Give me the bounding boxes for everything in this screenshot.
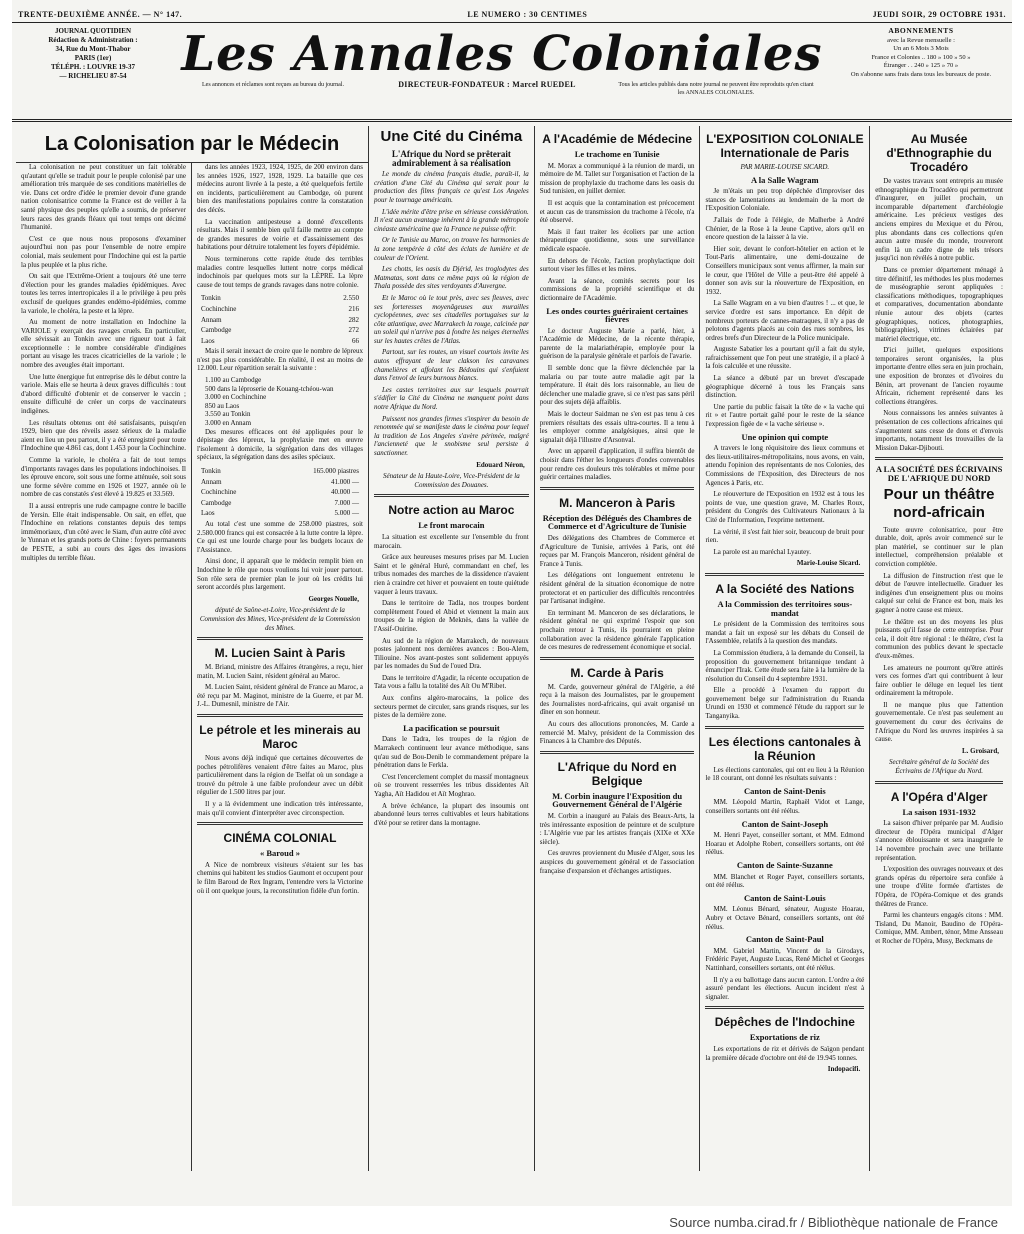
paragraph: La Commission étudiera, à la demande du Conseil, la proposition du gouvernement britannique tendant à émanciper l'Irak. Cette étude sera faite à la lumière de la résolution du Conseil du 4 septembre 1931. (705, 648, 865, 683)
source-credit: Source numba.cirad.fr / Bibliothèque nationale de France (669, 1215, 998, 1230)
paragraph: Le réouverture de l'Exposition en 1932 est à tous les points de vue, une question grave, M. Charles Roux, président du Congrès des Cultivateurs Nationaux à la Cité de l'Information, l'exprime nettement. (705, 490, 865, 524)
subscriptions-line: avec la Revue mensuelle : (887, 36, 955, 44)
article-subtitle: La pacification se poursuit (403, 722, 500, 733)
paragraph: M. Corbin a inauguré au Palais des Beaux-Arts, la très intéressante exposition de peinture et de sculpture : L'Algérie vue par les artistes français (XIXe et XXe siècle). (539, 812, 695, 846)
paragraph: M. Carde, gouverneur général de l'Algérie, a été reçu à la maison des Journalistes, par le groupement des Journalistes nord-africains, qui avait organisé un dîner en son honneur. (539, 682, 695, 717)
table-cell: Cochinchine (201, 488, 237, 497)
signature-title: Secrétaire général de la Société des Écrivains de l'Afrique du Nord. (888, 758, 990, 776)
paragraph: Le monde du cinéma français étudie, paraît-il, la création d'une Cité du Cinéma qui serait pour la production des films français ce qu'est Los Angeles pour le tournage américain. (374, 170, 529, 204)
table-cell: 41.000 — (331, 477, 359, 486)
column-5 (700, 126, 870, 1171)
column-6 (870, 126, 1008, 1171)
article-subtitle: Le trachome en Tunisie (574, 149, 660, 159)
masthead-contact (18, 27, 168, 81)
divider (705, 726, 864, 729)
paragraph: Or le Tunisie au Maroc, on trouve les harmonies de la zone tempérée à côté des éclats de lumière et de couleur de l'Orient. (374, 236, 529, 262)
masthead-subline (168, 81, 836, 97)
article-subtitle: Canton de Saint-Joseph (741, 818, 829, 829)
paragraph: La vaccination antipesteuse a donné d'excellents résultats. Mais il semble bien qu'il faille mettre au compte de grandes mesures de voirie et d'assainissement des habitations pour détruire totalement les foyers d'épidémie. (197, 217, 363, 252)
paragraph: Dans ce premier département ménagé à titre définitif, les méthodes les plus modernes de muséographie seront appliquées : classifications méthodiques, topographiques et comparatives, documentation abondante réunie autour des objets (cartes géographiques, notices, photographies, bibliographies), vitrines éclairées par matériel électrique, etc. (875, 265, 1003, 343)
paragraph: Il est acquis que la contamination est précocement et aucun cas de transmission du trachome à l'école, n'a été observé. (539, 198, 695, 225)
table-row (199, 499, 361, 508)
paragraph: Au moment de notre installation en Indochine la VARIOLE y exerçait des ravages cruels. En particulier, elle sévissait au Tonkin avec une rigueur tout à fait exceptionnelle : le nombre considérable d'indigènes portant au visage les traces cicatricielles de la variole ; le nombre des aveugles était important. (21, 318, 186, 370)
article-subtitle: Canton de Saint-Paul (745, 934, 824, 945)
table-cell: Annam (201, 315, 222, 324)
divider (540, 751, 695, 754)
paragraph: MM. Léopold Martin, Raphaël Vidot et Lange, conseillers sortants ont été réélus. (705, 798, 865, 816)
article-subtitle: La saison 1931-1932 (902, 806, 976, 817)
list-item: 850 au Laos (205, 401, 240, 410)
table-cell: 40.000 — (331, 488, 359, 497)
article-subtitle: Canton de Saint-Louis (743, 892, 826, 903)
table-cell: 66 (352, 336, 359, 345)
divider (540, 657, 695, 660)
paragraph: Je m'étais un peu trop dépêchée d'improviser des stances de lamentations au lendemain de la mort de l'Exposition Coloniale. (705, 187, 865, 213)
divider (540, 487, 695, 490)
subscriptions-line: Un an 6 Mois 3 Mois (893, 45, 949, 52)
column-1 (16, 163, 192, 1171)
ads-note: Les annonces et réclames sont reçues au bureau du journal. (202, 82, 344, 88)
table-row (199, 305, 361, 314)
paragraph: Les exportations de riz et dérivés de Saïgon pendant la première décade d'octobre ont été de 19.945 tonnes. (705, 1044, 865, 1062)
top-info-line (12, 10, 1012, 23)
paragraph: De vastes travaux sont entrepris au musée ethnographique du Trocadéro qui permettront d'inaugurer, en juillet prochain, un incomparable département d'archéologie américaine. Les précieux vestiges des anciens empires du Mexique et du Pérou, plus abondants dans ces collections qu'en aucun autre musée du monde, trouveront enfin là un cadre digne de tels trésors jusqu'ici non révélés à notre public. (875, 177, 1003, 263)
paragraph: C'est ce que nous nous proposons d'examiner aujourd'hui non pas pour l'ensemble de notre empire colonial, mais seulement pour l'Indochine qui est la partie la plus peuplée et la plus riche. (21, 234, 186, 269)
paragraph: La parole est au maréchal Lyautey. (713, 547, 811, 556)
article-subtitle: L'Afrique du Nord se prêterait admirablement à sa réalisation (391, 149, 511, 168)
paragraph: La colonisation ne peut constituer un fait tolérable qu'autant qu'elle se traduit pour le peuple colonisé par une amélioration très marquée de ses conditions matérielles de vie. Dans cet ordre d'idée le premier devoir d'une grande nation colonisatrice comme la France est de veiller à la santé physique des peuples qu'elle a soumis, de préserver leurs races des grands fléaux qui tout temps ont décimé l'humanité. (21, 163, 186, 232)
distribution-list (197, 376, 363, 428)
article-title: M. Carde à Paris (570, 665, 664, 680)
paragraph: Ces œuvres proviennent du Musée d'Alger, sous les auspices du gouvernement général et de l'association française d'expansion et d'échanges artistiques. (539, 849, 695, 875)
paragraph: Auguste Sabatier les a pourtant qu'il a fait du style, rafraichissement que l'on peut une stratégie, il a placé à la fois calculée et une réussite. (705, 345, 865, 371)
article-title: Pour un théâtre nord-africain (883, 485, 995, 521)
paragraph: Avec un appareil d'application, il suffira bientôt de choisir dans l'éther les longueurs d'ondes convenables pour rendre ces douleurs très tolérables et même pour guérir certaines maladies. (539, 447, 695, 482)
paragraph: Mais il faut traiter les écoliers par une action thérapeutique quotidienne, sous une surveillance médicale espacée. (539, 227, 695, 253)
table-row (199, 326, 361, 335)
paragraph: La saison d'hiver préparée par M. Audisio directeur de l'Opéra municipal d'Alger s'annonce éblouissante et sera inaugurée le 14 novembre prochain avec une brillante représentation. (875, 819, 1003, 862)
paragraph: M. Briand, ministre des Affaires étrangères, a reçu, hier matin, M. Lucien Saint, résident général au Maroc. (197, 663, 363, 680)
article-subtitle: Le front marocain (418, 520, 485, 531)
paragraph: Les amateurs ne pourront qu'être attirés vers ces formes d'art qui contribuent à leur faire oublier le déluge en lequel les tient ordinairement la métropole. (875, 663, 1003, 698)
paragraph: Ainsi donc, il apparaît que le médecin remplit bien en Indochine le rôle que nous voulions lui voir jouer partout. Son rôle sera de premier plan le jour où les crédits lui seront accordés plus largement. (197, 557, 363, 592)
paragraph: Les élections cantonales, qui ont eu lieu à la Réunion le 18 courant, ont donné les résultats suivants : (705, 765, 865, 783)
table-cell: 165.000 piastres (313, 467, 359, 475)
table-row (199, 294, 361, 303)
article-title: A l'Académie de Médecine (542, 132, 692, 146)
divider (875, 457, 1003, 460)
paragraph: M. Lucien Saint, résident général de France au Maroc, a été reçu par M. Maginot, ministre de la Guerre, et par M. J.-L. Dumesnil, ministre de l'Air. (197, 683, 363, 709)
director: DIRECTEUR-FONDATEUR : Marcel RUEDEL (398, 80, 576, 89)
article-title: Le pétrole et les minerais au Maroc (199, 723, 361, 752)
table-cell: 282 (348, 315, 359, 324)
article-subtitle: Les ondes courtes guériraient certaines fièvres (546, 305, 688, 325)
paragraph: Au cours des allocutions prononcées, M. Carde a remercié M. Malvy, président de la Commission des Finances à la Chambre des Députés. (539, 720, 695, 746)
subscriptions-line: On s'abonne sans frais dans tous les bureaux de poste. (850, 70, 992, 78)
paragraph: Partout, sur les routes, un visuel courtois invite les autos effrayant de leur clakson les caravanes chamelières et affolant les Bédouins qui s'enfuient dans l'envol de leurs burnous blancs. (374, 348, 529, 383)
paragraph: Dans le territoire de Tadla, nos troupes bordent complètement l'oued el Abid et viennent la main aux troupes de la région de Meknès, dans la vallée de l'Assif-Ouirine. (374, 599, 529, 633)
signature: Marie-Louise Sicard. (796, 559, 861, 568)
article-kicker: A LA SOCIÉTÉ DES ÉCRIVAINS DE L'AFRIQUE DU NORD (875, 464, 1003, 483)
paragraph: Elle a procédé à l'examen du rapport du gouvernement belge sur l'administration du Ruanda Urundi en 1930 et commencé l'étude du rapport sur le Tanganyika. (705, 686, 865, 721)
paragraph: Les castes territoires aux sur lesquels pourrait s'édifier la Cité du Cinéma ne manquent point dans notre Afrique du Nord. (374, 385, 529, 412)
paragraph: Nous terminerons cette rapide étude des terribles maladies contre lesquelles luttent notre corps médical indochinois par quelques mots sur la LÈPRE. La lèpre cause de tout temps de grands ravages dans notre colonie. (197, 254, 363, 289)
byline: PAR MARIE-LOUISE SICARD. (740, 163, 830, 171)
paragraph: La vérité, il s'est fait hier soir, beaucoup de bruit pour rien. (705, 527, 865, 545)
paragraph: Dans le territoire d'Agadir, la récente occupation de Tata vous a fallu la totalité des Aït Ou M'Ribet. (374, 673, 529, 691)
subscriptions-line: France et Colonies .. 180 » 100 » 50 » (871, 53, 971, 61)
paragraph: Des délégations des Chambres de Commerce et d'Agriculture de Tunisie, arrivées à Paris, ont été reçues par M. François Manceron, résident général de France à Tunis. (539, 533, 695, 568)
paragraph: Au total c'est une somme de 258.000 piastres, soit 2.580.000 francs qui est consacrée à la lutte contre la lèpre. Ce qui est une lourde charge pour les budgets locaux de l'Assistance. (197, 519, 363, 554)
paragraph: Dans le Tadra, les troupes de la région de Marrakech continuent leur avance méthodique, sans qu'au sud de Bou-Denib le commandement prépare la pénétration dans le Ferkla. (374, 735, 529, 770)
article-title: A la Société des Nations (715, 581, 855, 596)
list-item: 3.000 en Cochinchine (205, 393, 267, 402)
table-cell: 7.000 — (334, 498, 359, 507)
issue-date: JEUDI SOIR, 29 OCTOBRE 1931. (872, 10, 1006, 19)
paragraph: Il semble donc que la fièvre déclenchée par la malaria ou par toute autre maladie agit par la température. Il était dès lors raisonnable, au lieu de déclencher une maladie grave, si ce n'est pas sans péril pour des sujets déjà affaiblis. (539, 364, 695, 407)
paragraph: MM. Gabriel Martin, Vincent de la Girodays, Frédéric Payet, Auguste Lucas, René Michel et Georges Nattinhard, conseillers sortants, ont été réélus. (705, 946, 865, 972)
signature-title: Sénateur de la Haute-Loire, Vice-Président de la Commission des Douanes. (383, 472, 520, 489)
paragraph: Les délégations ont longuement entretenu le résident général de la situation économique de notre protectorat et en particulier des difficultés rencontrées par l'artisanat indigène. (539, 571, 695, 606)
contact-line: TÉLÉPH. : LOUVRE 19-37 (50, 63, 135, 71)
table-cell: Cochinchine (201, 304, 237, 313)
table-row (199, 478, 361, 487)
table-cell: 272 (348, 326, 359, 335)
table-cell: Cambodge (201, 326, 232, 335)
article-title: Une Cité du Cinéma (380, 128, 523, 145)
paragraph: Puissent nos grandes firmes s'inspirer du besoin de renommée qui se manifeste dans le cinéma pour lequel la tradition de Los Angeles s'avère périmée, malgré l'ancienneté que le snobisme seul persiste à sanctionner. (374, 414, 529, 457)
paragraph: La séance a débuté par un brevet d'escapade géographique décerné à tous les Français sans distinction. (705, 374, 865, 400)
paragraph: MM. Léonus Bénard, sénateur, Auguste Hoarau, Aubry et Octave Bénard, conseillers sortants, ont été réélus. (705, 905, 865, 931)
paragraph: La diffusion de l'instruction n'est que le début de l'œuvre intellectuelle. Graduer les indigènes d'un enseignement plus ou moins calqué sur celui de France est bon, mais les gagner à notre cause est mieux. (875, 571, 1003, 614)
paragraph: D'ici juillet, quelques expositions temporaires seront organisées, la plus importante d'entre elles sera en juin prochain, une exposition de bronzes et d'ivoires du Bénin, art provenant de l'ancien royaume Africain, richement représenté dans les collections étrangères. (875, 346, 1003, 406)
table-cell: Tonkin (201, 467, 221, 475)
paragraph: A Nice de nombreux visiteurs s'étaient sur les bas chemins qui habitent les studios Gaumont et occupent pour le film Baroud de Rex Ingram, l'entendre vers la Victorine où il ont quelque jours, la reconstitution fidèle d'un fortin. (197, 860, 363, 895)
paragraph: C'est l'encerclement complet du massif montagneux où se trouvent resserrées les tribus dissidentes Aït Yagha, Aït Hadidou et Aït Moghrao. (374, 772, 529, 798)
newspaper-page (12, 0, 1012, 1230)
signature: Indopacifi. (827, 1065, 861, 1074)
paragraph: Une lutte énergique fut entreprise dès le début contre la variole. Mais elle se heurta à deux graves difficultés : tout d'abord difficulté d'obtenir et de conserver le vaccin ; ensuite difficulté de créer un corps de vaccinateurs indigènes. (21, 372, 186, 416)
paragraph: A travers le long réquisitoire des lieux communs et des lieux-utilitaires-métropolitains, nous avons, en vain, attendu l'opinion des représentants de nos Colonies, des Commissions de l'Exposition, des Directeurs de nos Agences à Paris, etc. (705, 444, 865, 487)
columns (12, 122, 1012, 1171)
paragraph: Le président de la Commission des territoires sous mandat a fait un exposé sur les débats du Conseil de l'Assemblée, relatifs à la question des mandats. (705, 620, 865, 646)
paragraph: M. Henri Payet, conseiller sortant, et MM. Edmond Hoarau et Adolphe Robert, conseillers sortants, ont été réélus. (705, 831, 865, 857)
table-row (199, 467, 361, 476)
paragraph: Au sud de la région de Marrakech, de nouveaux postes jalonnent nos dernières avances : Bou-Alem, Tiliouine. Nos avant-postes sont solidement appuyés par les nomades du Sud de l'oued Dra. (374, 636, 529, 671)
divider (197, 714, 363, 717)
paragraph: Des mesures efficaces ont été appliquées pour le dépistage des lépreux, la prophylaxie met en œuvre l'isolement à domicile, la ségrégation dans des villages spéciaux, la ségrégation dans des asiles spéciaux. (197, 427, 363, 462)
paragraph: Mais le docteur Saidman ne s'en est pas tenu à ces premiers résultats des essais ultra-courtes. Il a tenu à les employer comme analgésiques, ainsi que le signalait déjà l'illustre d'Arsonval. (539, 410, 695, 444)
paragraph: La Salle Wagram en a vu bien d'autres ! ... et que, le service d'ordre est sans importance. En dépit de nombreux porteurs de cannes-matraques, il n'y a pas de pelotons d'agents placés au coin des rues sombres, les ordres brefs d'un Directeur de la Police municipale. (705, 299, 865, 342)
paragraph: Il n'y a eu ballottage dans aucun canton. L'ordre a été assuré pendant les élections. Aucun incident n'est à signaler. (705, 975, 865, 1001)
article-subtitle: A la Salle Wagram (751, 174, 819, 185)
paragraph: Hier soir, devant le confort-hôtelier en action et le Tout-Paris alimentaire, une demi-douzaine de Conseillers municipaux sont venus affirmer, la main sur le cœur, que l'Hôtel de Ville a peut-être été appelé à donner son avis sur la réouverture de l'Exposition, en 1932. (705, 244, 865, 296)
divider (374, 494, 529, 497)
table-row (199, 337, 361, 346)
paragraph: Nous connaissons les années suivantes à présentation de ces collections africaines qui s'augmentent sans cesse de dons et d'envois importants, notamment les trouvailles de la Mission Dakar-Djibouti. (875, 409, 1003, 452)
subscriptions-title: ABONNEMENTS (888, 26, 954, 35)
paragraph: MM. Blanchet et Roger Payet, conseillers sortants, ont été réélus. (705, 872, 865, 890)
table-cell: 2.550 (343, 294, 359, 303)
paragraph: Avant la séance, comités secrets pour les commissions de la propriété scientifique et du dictionnaire de l'Académie. (539, 276, 695, 302)
paragraph: J'allais de l'ode à l'élégie, de Malherbe à André Chénier, de la Rose à la Jeune Captive, alors qu'il en encore question de la laisser à la vie. (705, 215, 865, 242)
paragraph: Parmi les chanteurs engagés citons : MM. Tisland, Du Manoir, Baudino de l'Opéra-Comique, MM. Ambert, ténor, Mme Ansseau et Rocher de l'Opéra, Musy, Beckmans de (875, 911, 1003, 945)
list-item: 500 dans la léproserie de Kouang-tchéou-wan (205, 384, 334, 393)
article-subtitle: « Baroud » (260, 848, 300, 859)
divider (197, 822, 363, 825)
table-row (199, 316, 361, 325)
contact-line: JOURNAL QUOTIDIEN (54, 27, 132, 35)
divider (705, 1006, 864, 1009)
newspaper-title: Les Annales Coloniales (181, 26, 823, 82)
paragraph: On sait que l'Extrême-Orient a toujours été une terre d'élection pour les grandes maladies épidémiques. Avec toutes les terres intertropicales il a le privilège à peu près exclusif de quelques grandes endémo-épidémies, comme la variole, le choléra, la peste et la lèpre. (21, 272, 186, 315)
signature-title: député de Saône-et-Loire, Vice-président de la Commission des Mines, Vice-président de la Commission des Mines. (199, 606, 361, 632)
masthead (12, 23, 1012, 122)
paragraph: En terminant M. Manceron de ses déclarations, le résident général ne qui exprimé l'espoir que son prochain retour à Tunis, ils pourraient en pleine collaboration avec la résidence générale l'application de ces mesures de redressement économique et social. (539, 608, 695, 652)
paragraph: Grâce aux heureuses mesures prises par M. Lucien Saint et le général Huré, commandant en chef, les tribus nomades des marches de la dissidence n'avaient rien à craindre cet hiver et pouvaient en toute quiétude vaquer à leurs travaux. (374, 553, 529, 596)
paragraph: Mais il serait inexact de croire que le nombre de lépreux n'est pas plus considérable. En réalité, il est au moins de 12.000. Leur répartition serait la suivante : (197, 347, 363, 373)
contact-line: 34, Rue du Mont-Thabor (55, 45, 131, 53)
paragraph: Le docteur Auguste Marie a parlé, hier, à l'Académie de Médecine, de la récente thérapie, parente de la malariathérapie, employée pour la guérison de la paralysie générale et parfois de l'avarie. (539, 326, 695, 361)
paragraph: L'idée mérite d'être prise en sérieuse considération. Il n'est aucun avantage inhérent à la grande métropole cinéaste américaine que la France ne puisse offrir. (374, 207, 529, 233)
masthead-center (168, 27, 836, 97)
article-subtitle: Une opinion qui compte (741, 431, 829, 442)
paragraph: Une partie du public faisait la tête de « la vache qui rit » et l'autre portait gaîté pour le reste de la séance l'expression figée de « la vache sérieuse ». (705, 402, 865, 429)
paragraph: dans les années 1923, 1924, 1925, de 200 environ dans les années 1926, 1927, 1928, 1929. La bataille que ces médecins auront livrée à la peste, a été quelquefois fertile en incidents, particulièrement au Cambodge, où purent bien des manifestations populaires contre la constatation des décès. (197, 163, 363, 214)
paragraph: Et le Maroc où le tout près, avec ses fleuves, avec ses forteresses moyenâgeuses aux murailles cyclopéennes, avec ses citadelles portugaises sur la côte atlantique, avec Marrakech la rouge, calcinée par un soleil qui n'arrive pas à fondre les neiges éternelles sur les hautes crêtes de l'Atlas. (374, 293, 529, 345)
divider (875, 781, 1003, 784)
divider (705, 573, 864, 576)
article-subtitle: Canton de Sainte-Suzanne (736, 860, 833, 870)
table-row (199, 488, 361, 497)
article-title: M. Lucien Saint à Paris (214, 646, 346, 661)
article-subtitle: M. Corbin inaugure l'Exposition du Gouvernement Général de l'Algérie (552, 790, 683, 810)
table-cell: Cambodge (201, 498, 232, 507)
copyright-note: Tous les articles publiés dans notre journal ne peuvent être reproduits qu'en citant les ANNALES COLONIALES. (618, 82, 814, 96)
subscriptions (836, 27, 1006, 79)
article-title: L'Afrique du Nord en Belgique (557, 759, 677, 788)
article-title: CINÉMA COLONIAL (223, 831, 337, 846)
article-title: M. Manceron à Paris (559, 495, 676, 510)
paragraph: L'exposition des ouvrages nouveaux et des grands opéras du répertoire sera confiée à une troupe d'élite formée d'artistes de l'Opéra, de l'Opéra-Comique et des grands théâtres de France. (875, 865, 1003, 908)
signature: Edouard Néron, (476, 460, 525, 469)
article-subtitle: Exportations de riz (749, 1032, 820, 1043)
signature: Georges Nouelle, (308, 594, 359, 603)
table-cell: Laos (201, 336, 215, 345)
article-title: Au Musée d'Ethnographie du Trocadéro (886, 132, 992, 174)
paragraph: Il y a là évidemment une indication très intéressante, mais qu'il convient d'interpréter avec circonspection. (197, 800, 363, 817)
divider (197, 637, 363, 640)
column-4 (535, 126, 701, 1171)
contact-line: Rédaction & Administration : (48, 36, 138, 44)
paragraph: La situation est excellente sur l'ensemble du front marocain. (374, 532, 529, 550)
article-subtitle: Réception des Délégués des Chambres de Commerce et d'Agriculture de Tunisie (542, 512, 692, 532)
paragraph: Le théâtre est un des moyens les plus puissants qu'il fasse de cette entreprise. Pour cela, il doit être régional : le théâtre, c'est la communion des publics devant le spectacle d'eux-mêmes. (875, 617, 1003, 660)
paragraph: Aux confins algéro-marocains, la police des secteurs permet de circuler, sans grands risques, sur les pistes de la dernière zone. (374, 694, 529, 720)
subscriptions-line: Étranger . . 240 » 125 » 70 » (883, 62, 959, 69)
paragraph: Toute œuvre colonisatrice, pour être durable, doit, après avoir commencé sur le plan matériel, se continuer sur le plan intellectuel, compréhension préalable et conviction complétée. (875, 525, 1003, 568)
paragraph: En dehors de l'école, l'action prophylactique doit surtout viser les filles et les mères. (539, 256, 695, 274)
list-item: 1.100 au Cambodge (205, 376, 262, 385)
column-3 (369, 126, 535, 1171)
column-2 (192, 163, 368, 1171)
paragraph: Les chotts, les oasis du Djérid, les troglodytes des Matmatas, sont dans ce même pays où la région de Thala possède des sites verdoyants d'Auvergne. (374, 265, 529, 291)
article-title: Dépêches de l'Indochine (714, 1015, 855, 1030)
budget-table (197, 465, 363, 520)
article-title: A l'Opéra d'Alger (890, 789, 988, 804)
article-subtitle: A la Commission des territoires sous-mandat (717, 598, 853, 618)
list-item: 3.550 au Tonkin (205, 410, 251, 419)
contact-line: PARIS (1er) (74, 54, 112, 62)
article-title: L'EXPOSITION COLONIALE Internationale de Paris (706, 132, 864, 160)
table-cell: Laos (201, 509, 215, 518)
article-title: Notre action au Maroc (388, 503, 515, 518)
article-colonisation (16, 126, 369, 1171)
paragraph: Il ne manque plus que l'attention gouvernementale. Ce n'est pas seulement au gouvernement du cœur des écrivains de l'Afrique du Nord les œuvres inspirées à sa cause. (875, 700, 1003, 744)
paragraph: Comme la variole, le choléra a fait de tout temps d'importants ravages dans les populations indochinoises. Il les éprouve encore, soit sous une forme atténuée, soit sous une forme sévère comme en 1926 et 1927, année où le nombre de cas constatés s'est élevé à 19.825 et 33.569. (21, 456, 186, 499)
paragraph: Il a aussi entrepris une rude campagne contre le bacille de Yersin. Elle était indispensable. On sait, en effet, que l'Indochine en relations constantes depuis des temps immémoriaux, d'un côté avec le Siam, d'un autre côté avec le Yunnan et les grands ports de Chine : foyers permanents de PESTE, a subi au cours des âges des invasions multiples du terrible fléau. (21, 501, 186, 562)
paragraph: Nous avons déjà indiqué que certaines découvertes de poches pétrolifères venaient d'être faites au Maroc, plus particulièrement dans la région de Tselfat où un sondage a trouvé du pétrole à une faible profondeur avec un débit régulier de 1.500 litres par jour. (197, 754, 363, 797)
article-title: Les élections cantonales à la Réunion (708, 734, 861, 763)
table-cell: 5.000 — (334, 509, 359, 518)
table-row (199, 509, 361, 518)
paragraph: A brève échéance, la plupart des insoumis ont abandonné leurs terres cultivables et leurs habitations d'été pour se retirer dans la montagne. (374, 801, 529, 827)
signature: L. Groisard, (961, 746, 999, 755)
issue-number: TRENTE-DEUXIÈME ANNÉE. — N° 147. (18, 10, 183, 19)
paragraph: M. Morax a communiqué à la réunion de mardi, un mémoire de M. Tallet sur l'organisation et l'action de la mission de prophylaxie du trachome dans les oasis du Sud tunisien, en juillet dernier. (539, 161, 695, 196)
article-subtitle: Canton de Saint-Denis (743, 785, 826, 796)
price: LE NUMERO : 30 CENTIMES (467, 10, 588, 19)
article-title: La Colonisation par le Médecin (16, 126, 368, 163)
contact-line: — RICHELIEU 87-54 (59, 72, 127, 80)
table-cell: 216 (348, 304, 359, 313)
table-cell: Annam (201, 477, 222, 486)
leprosy-table (197, 292, 363, 347)
table-cell: Tonkin (201, 294, 221, 303)
list-item: 3.000 en Annam (205, 419, 252, 428)
paragraph: Les résultats obtenus ont été satisfaisants, puisqu'en 1929, bien que des réveils assez sérieux de la maladie aient eu lieu un peu partout, il y a été enregistré pour toute l'Indochine que 4.861 cas, dont 1.453 pour la Cochinchine. (21, 418, 186, 453)
